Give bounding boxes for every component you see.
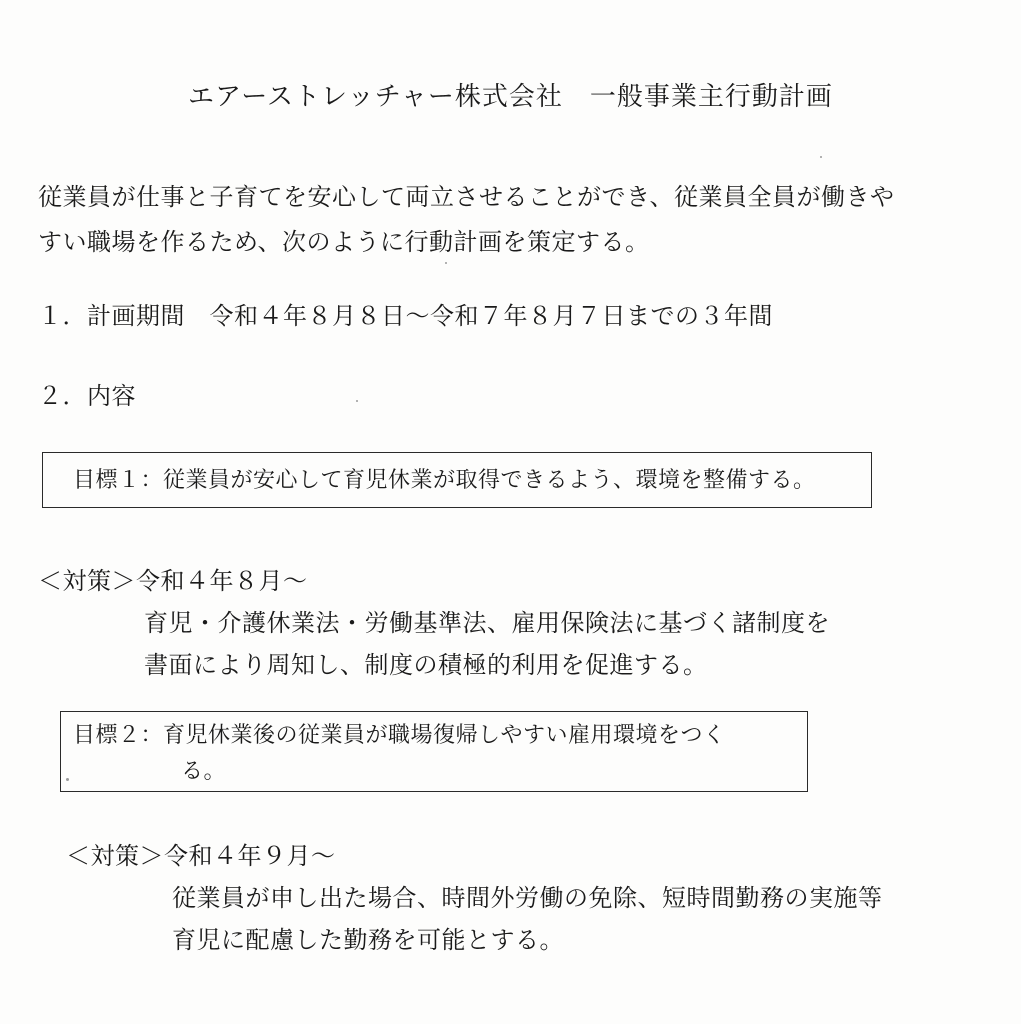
scan-speck (445, 262, 447, 264)
section-contents: ２．内容 (38, 382, 136, 410)
intro-line-2: すい職場を作るため、次のように行動計画を策定する。 (38, 228, 650, 256)
measure-2 (66, 835, 883, 961)
goal-1-text: 目標１：従業員が安心して育児休業が取得できるよう、環境を整備する。 (73, 468, 816, 493)
goal-1-box (42, 452, 872, 508)
scan-speck (356, 400, 358, 402)
measure-1-heading: ＜対策＞令和４年８月～ (38, 567, 308, 595)
measure-1-line-1: 育児・介護休業法・労働基準法、雇用保険法に基づく諸制度を (144, 609, 830, 637)
measure-2-line-1: 従業員が申し出た場合、時間外労働の免除、短時間勤務の実施等 (172, 884, 883, 912)
measure-1-line-2: 書面により周知し、制度の積極的利用を促進する。 (144, 651, 708, 679)
scan-speck (66, 778, 69, 781)
document-title: エアーストレッチャー株式会社 一般事業主行動計画 (188, 82, 833, 112)
intro-paragraph (38, 175, 998, 265)
measure-2-heading: ＜対策＞令和４年９月～ (66, 842, 336, 870)
goal-2-line-1: 目標２：育児休業後の従業員が職場復帰しやすい雇用環境をつく (73, 723, 726, 748)
section-plan-period: １．計画期間 令和４年８月８日～令和７年８月７日までの３年間 (38, 302, 773, 330)
scan-speck (820, 156, 822, 158)
measure-2-body (66, 877, 883, 961)
intro-line-1: 従業員が仕事と子育てを安心して両立させることができ、従業員全員が働きや (38, 183, 895, 211)
measure-1 (38, 560, 830, 686)
goal-2-line-2: る。 (181, 759, 227, 784)
measure-2-line-2: 育児に配慮した勤務を可能とする。 (172, 926, 564, 954)
goal-2-box (60, 711, 808, 792)
measure-1-body (38, 602, 830, 686)
